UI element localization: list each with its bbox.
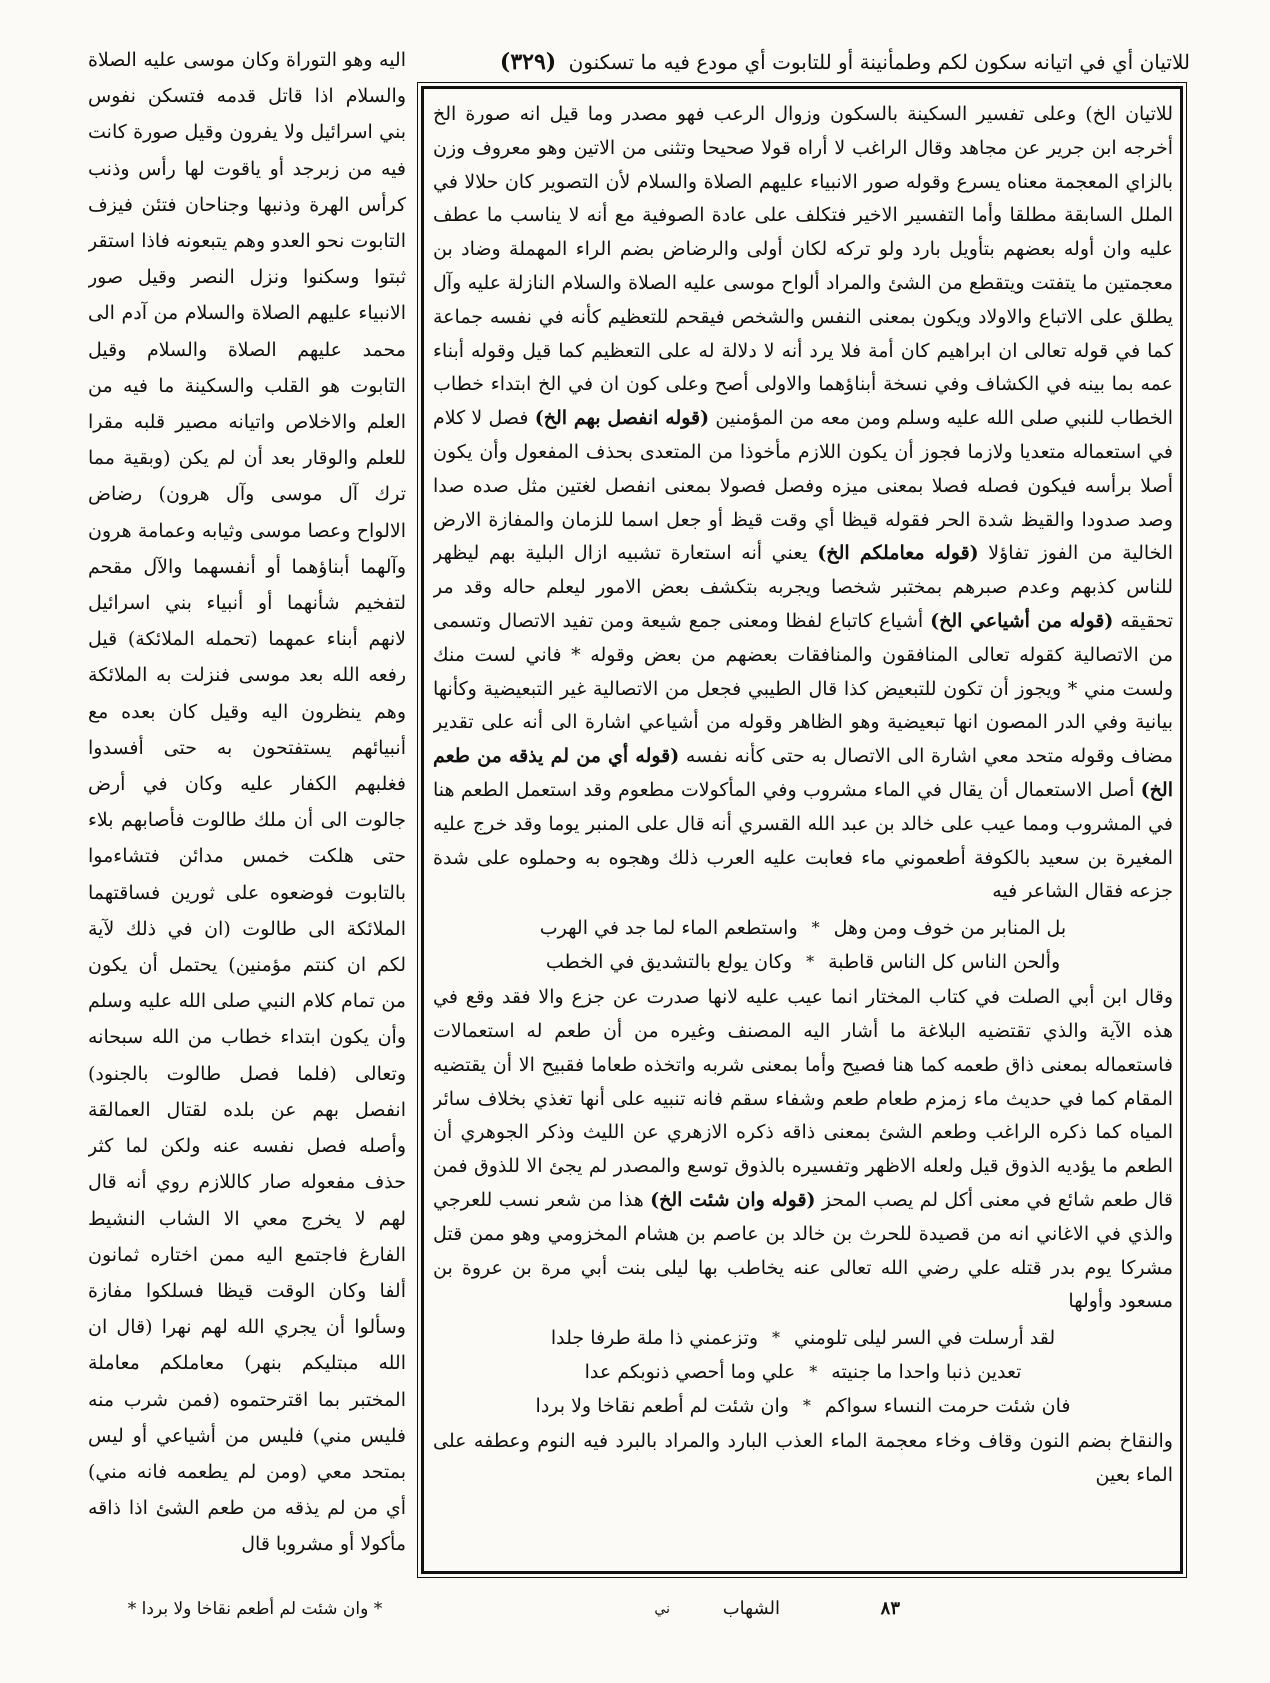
poem-verse: لقد أرسلت في السر ليلى تلومني * وتزعمني ذا ملة طرفا جلدا <box>550 1327 1056 1350</box>
poem-verse: تعدين ذنبا واحدا ما جنيته * علي وما أحصي ذنوبكم عدا <box>584 1361 1022 1384</box>
running-header <box>420 42 1190 82</box>
side-verse: * وان شئت لم أطعم نقاخا ولا بردا * <box>127 1599 383 1619</box>
footer-signature: ني <box>654 1601 670 1617</box>
page-footer <box>600 1594 900 1624</box>
header-title: للاتيان أي في اتيانه سكون لكم وطمأنينة أو للتابوت أي مودع فيه ما تسكنون <box>568 50 1190 74</box>
footer-page-number: ٨٣ <box>880 1598 900 1619</box>
paragraph: للاتيان الخ) وعلى تفسير السكينة بالسكون وزوال الرعب فهو مصدر وما قيل انه صورة الخ أخرجه ابن جرير عن مجاهد وقال الراغب لا أراه قولا صحيحا وتثنى من الاتين وهو معروف وزن بالزاي المعجمة معناه يسرع وقوله صور الانبياء عليهم الصلاة والسلام لأن التصوير كان حلالا في الملل السابقة مطلقا وأما التفسير الاخير فتكلف على عادة الصوفية مع أنه لا يناسب ما عطف عليه وان أوله بعضهم بتأويل بارد ولو تركه لكان أولى والرضاض بضم الراء المهملة وضاد بن معجمتين ما يتفتت ويتقطع من الشئ والمراد ألواح موسى عليه الصلاة والسلام النازلة عليه وآل يطلق على الاتباع والاولاد ويكون بمعنى النفس والشخص فيقحم للتعظيم كأنه في نفسه جماعة كما في قوله تعالى ان ابراهيم كان أمة فلا يرد أنه لا دلالة له على التعظيم كما قيل وقوله أبناء عمه بما بينه في الكشاف وفي نسخة أبناؤهما والاولى أصح وعلى كون ان في الخ ابتداء خطاب الخطاب للنبي صلى الله عليه وسلم ومن معه من المؤمنين (قوله انفصل بهم الخ) فصل لا كلام في استعماله متعديا ولازما فجوز أن يكون اللازم مأخوذا من المتعدى بحذف المفعول وأن يكون أصلا برأسه فيكون فصله فصلا بمعنى ميزه وفصل فصولا بمعنى انفصل لغتين مثل صده صدا وصد صدودا والقيظ شدة الحر فقوله قيظا أي وقت قيظ أو جعل اسما للزمان والمفازة الارض الخالية من الفوز تفاؤلا (قوله معاملكم الخ) يعني أنه استعارة تشبيه ازال البلية بهم ليظهر للناس كذبهم وعدم صبرهم بمختبر شخصا ويجربه بتكشف بعض الامور ليعلم حاله وقد مر تحقيقه (قوله من أشياعي الخ) أشياع كاتباع لفظا ومعنى جمع شيعة ومن تفيد الاتصال وتسمى من الاتصالية كقوله تعالى المنافقون والمنافقات بعضهم من بعض وقوله * فاني لست منك ولست مني * ويجوز أن تكون للتبعيض كذا قال الطيبي فجعل من الاتصالية غير التبعيضية وكأنها بيانية وفي الدر المصون انها تبعيضية وهو الظاهر وقوله من أشياعي اشارة الى أنه على تقدير مضاف وقوله متحد معي اشارة الى الاتصال به حتى كأنه نفسه (قوله أي من لم يذقه من طعم الخ) أصل الاستعمال أن يقال في الماء مشروب وفي المأكولات مطعوم وقد استعمل الطعم هنا في المشروب ومما عيب على خالد بن عبد الله القسري أنه قال على المنبر يوما وقد خرج عليه المغيرة بن سعيد بالكوفة أطعموني ماء فعابت عليه العرب ذلك وهجوه به وحملوه على شدة جزعه فقال الشاعر فيه <box>433 103 1173 903</box>
lemma: (قوله من أشياعي الخ) <box>930 609 1114 632</box>
paragraph: والنقاخ بضم النون وقاف وخاء معجمة الماء العذب البارد والمراد بالبرد فيه النوم وعطفه على الماء بعين <box>433 1430 1173 1486</box>
lemma: (قوله وان شئت الخ) <box>650 1188 816 1211</box>
poem-verse: فان شئت حرمت النساء سواكم * وان شئت لم أطعم نقاخا ولا بردا <box>535 1395 1071 1418</box>
main-text-column <box>88 42 406 1580</box>
lemma: (قوله أي من لم يذقه من طعم الخ) <box>433 745 1173 801</box>
poem-verse: بل المنابر من خوف ومن وهل * واستطعم الماء لما جد في الهرب <box>539 917 1067 940</box>
side-paragraph: اليه وهو التوراة وكان موسى عليه الصلاة والسلام اذا قاتل قدمه فتسكن نفوس بني اسرائيل ولا يفرون وقيل صورة كانت فيه من زبرجد أو ياقوت لها رأس وذنب كرأس الهرة وذنبها وجناحان فتئن فيزف التابوت نحو العدو وهم يتبعونه فاذا استقر ثبتوا وسكنوا ونزل النصر وقيل صور الانبياء عليهم الصلاة والسلام من آدم الى محمد عليهم الصلاة والسلام وقيل التابوت هو القلب والسكينة ما فيه من العلم والاخلاص واتيانه مصير قلبه مقرا للعلم والوقار بعد أن لم يكن (وبقية مما ترك آل موسى وآل هرون) رضاض الالواح وعصا موسى وثيابه وعمامة هرون وآلهما أبناؤهما أو أنفسهما والآل مقحم لتفخيم شأنهما أو أنبياء بني اسرائيل لانهم أبناء عمهما (تحمله الملائكة) قيل رفعه الله بعد موسى فنزلت به الملائكة وهم ينظرون اليه وقيل كان بعده مع أنبيائهم يستفتحون به حتى أفسدوا فغلبهم الكفار عليه وكان في أرض جالوت الى أن ملك طالوت فأصابهم بلاء حتى هلكت خمس مدائن فتشاءموا بالتابوت فوضعوه على ثورين فساقتهما الملائكة الى طالوت (ان في ذلك لآية لكم ان كنتم مؤمنين) يحتمل أن يكون من تمام كلام النبي صلى الله عليه وسلم وأن يكون ابتداء خطاب من الله سبحانه وتعالى (فلما فصل طالوت بالجنود) انفصل بهم عن بلده لقتال العمالقة وأصله فصل نفسه عنه ولكن لما كثر حذف مفعوله صار كاللازم روي أنه قال لهم لا يخرج معي الا الشاب النشيط الفارغ فاجتمع اليه ممن اختاره ثمانون ألفا وكان الوقت قيظا فسلكوا مفازة وسألوا أن يجري الله لهم نهرا (قال ان الله مبتليكم بنهر) معاملكم معاملة المختبر بما اقترحتموه (فمن شرب منه فليس مني) فليس من أشياعي أو ليس بمتحد معي (ومن لم يطعمه فانه مني) أي من لم يذقه من طعم الشئ اذا ذاقه مأكولا أو مشروبا قال <box>88 49 406 1556</box>
poem-block <box>433 1321 1173 1423</box>
footer-title: الشهاب <box>722 1598 780 1619</box>
header-page-number: (٣٢٩) <box>499 49 557 75</box>
poem-block <box>433 911 1173 979</box>
lemma: (قوله انفصل بهم الخ) <box>534 407 710 430</box>
poem-verse: وألحن الناس كل الناس قاطبة * وكان يولع بالتشديق في الخطب <box>545 951 1061 974</box>
lemma: (قوله معاملكم الخ) <box>817 542 979 565</box>
commentary-text <box>433 98 1173 1564</box>
paragraph: وقال ابن أبي الصلت في كتاب المختار انما عيب عليه لانها صدرت عن جزع والا فقد وقع في هذه الآية والذي تقتضيه البلاغة ما أشار اليه المصنف وغيره من أن طعم له استعمالات فاستعماله بمعنى ذاق طعمه كما هنا فصيح وأما بمعنى شربه واتخذه طعاما فقبيح الا أن يقتضيه المقام كما في حديث ماء زمزم طعام طعم وشفاء سقم فانه تنبيه على أنها تغذي بخلاف سائر المياه كما ذكره الراغب وطعم الشئ بمعنى ذاقه ذكره الازهري عن الليث وذكر الجوهري أن الطعم ما يؤديه الذوق قيل ولعله الاظهر وتفسيره بالذوق توسع والمصدر لم يجئ الا للذوق فمن قال طعم شائع في معنى أكل لم يصب المحز (قوله وان شئت الخ) هذا من شعر نسب للعرجي والذي في الاغاني انه من قصيدة للحرث بن خالد بن عاصم بن هشام المخزومي وهو ممن قتل مشركا يوم بدر قتله علي رضي الله تعالى عنه يخاطب بها ليلى بنت أبي مرة بن عروة بن مسعود وأولها <box>433 986 1173 1313</box>
